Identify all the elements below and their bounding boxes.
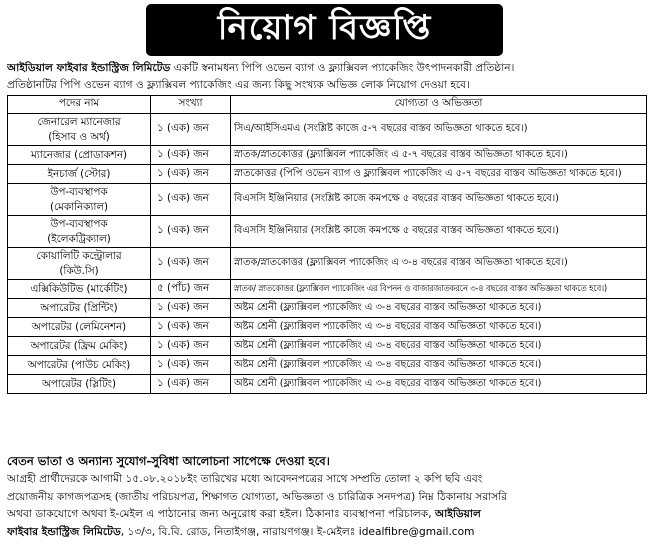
table-row <box>8 337 647 356</box>
table-row <box>8 299 647 318</box>
post-qualification: বিএসসি ইঞ্জিনিয়ার (সংশ্লিষ্ট কাজে কমপক্ষে ৫ বছরের বাস্তব অভিজ্ঞতা থাকতে হবে।) <box>231 184 647 216</box>
post-name-line: (হিসাব ও অর্থ) <box>48 130 110 143</box>
table-row <box>8 280 647 299</box>
post-name-line: কোয়ালিটি কন্ট্রোলার <box>36 249 122 262</box>
post-name-line: অপারেটর (প্রিন্টিং) <box>40 301 118 314</box>
table-row <box>8 356 647 375</box>
post-name-line: অপারেটর (লেমিনেশন) <box>31 320 127 333</box>
post-count: ১ (এক) জন <box>151 248 231 280</box>
post-count: ১ (এক) জন <box>151 299 231 318</box>
post-name-line: জেনারেল ম্যানেজার <box>37 115 121 128</box>
post-name-line: অপারেটর (ফ্রিম মেকিং) <box>30 339 128 352</box>
column-header-count: সংখ্যা <box>151 96 231 114</box>
page-title: নিয়োগ বিজ্ঞপ্তি <box>146 4 503 56</box>
table-row <box>8 184 647 216</box>
post-name-line: ম্যানেজার (প্রোডাকশন) <box>31 148 127 161</box>
post-name <box>8 165 151 184</box>
post-name-line: অপারেটর (স্লিটিং) <box>42 377 116 390</box>
post-qualification: অষ্টম শ্রেনী (ফ্ল্যাক্সিবল প্যাকেজিং এ ৩-৪ বছরের বাস্তব অভিজ্ঞতা থাকতে হবে।) <box>231 356 647 375</box>
post-name <box>8 299 151 318</box>
post-qualification: স্নাতকোত্তর (পিপি ওভেন ব্যাগ ও ফ্ল্যাক্সিবল প্যাকেজিং এ ৫-৭ বছরের বাস্তব অভিজ্ঞতা থাকতে হবে।) <box>231 165 647 184</box>
post-count: ১ (এক) জন <box>151 114 231 146</box>
post-qualification: অষ্টম শ্রেনী (ফ্ল্যাক্সিবল প্যাকেজিং এ ৩-৪ বছরের বাস্তব অভিজ্ঞতা থাকতে হবে।) <box>231 299 647 318</box>
post-name-line: (মেকানিক্যাল) <box>49 200 109 213</box>
post-name <box>8 318 151 337</box>
post-name <box>8 356 151 375</box>
intro-paragraph <box>7 60 647 94</box>
table-row <box>8 146 647 165</box>
post-count: ১ (এক) জন <box>151 216 231 248</box>
post-qualification: বিএসসি ইঞ্জিনিয়ার (সংশ্লিষ্ট কাজে কমপক্ষে ৫ বছরের বাস্তব অভিজ্ঞতা থাকতে হবে।) <box>231 216 647 248</box>
table-row <box>8 248 647 280</box>
intro-line-1-text: একটি স্বনামধন্য পিপি ওভেন ব্যাগ ও ফ্ল্যাক্সিবল প্যাকেজিং উৎপাদনকারী প্রতিষ্ঠান। <box>170 62 515 74</box>
post-name <box>8 337 151 356</box>
post-qualification: সিএ/আইসিএমএ (সংশ্লিষ্ট কাজে ৫-৭ বছরের বাস্তব অভিজ্ঞতা থাকতে হবে।) <box>231 114 647 146</box>
post-count: ১ (এক) জন <box>151 146 231 165</box>
vacancy-table <box>7 95 647 394</box>
company-name: আইডিয়াল ফাইবার ইন্ডাস্ট্রিজ লিমিটেড <box>7 62 171 74</box>
post-name <box>8 146 151 165</box>
company-name-part: আইডিয়াল <box>434 508 481 520</box>
instructions-line-3-text: অথবা ডাকযোগে অথবা ই-মেইল এ পাঠানোর জন্য অনুরোধ করা হইল। ঠিকানাঃ ব্যবস্থাপনা পরিচালক, <box>7 508 435 520</box>
post-name <box>8 248 151 280</box>
post-count: ১ (এক) জন <box>151 375 231 394</box>
post-name-line: অপারেটর (পাউচ মেকিং) <box>27 358 131 371</box>
post-count: ১ (এক) জন <box>151 184 231 216</box>
instructions-line-2: প্রয়োজনীয় কাগজপত্রসহ (জাতীয় পরিচয়পত্র, শিক্ষাগত যোগ্যতা, অভিজ্ঞতা ও চারিত্রিক সনদপত্র) নিম্ন ঠিকানায় সরাসরি <box>7 490 508 503</box>
post-qualification: অষ্টম শ্রেনী (ফ্ল্যাক্সিবল প্যাকেজিং এ ৩-৪ বছরের বাস্তব অভিজ্ঞতা থাকতে হবে।) <box>231 375 647 394</box>
post-name-line: (কিউ.সি) <box>59 264 99 277</box>
post-qualification: অষ্টম শ্রেনী (ফ্ল্যাক্সিবল প্যাকেজিং এ ৩-৪ বছরের বাস্তব অভিজ্ঞতা থাকতে হবে।) <box>231 337 647 356</box>
post-name-line: উপ-ব্যবস্থাপক <box>50 217 108 230</box>
salary-note: বেতন ভাতা ও অন্যান্য সুযোগ-সুবিধা আলোচনা সাপেক্ষে দেওয়া হবে। <box>7 454 330 468</box>
post-name <box>8 184 151 216</box>
post-qualification: স্নাতক/স্নাতকোত্তর (ফ্ল্যাক্সিবল প্যাকেজিং এ ৩-৪ বছরের বাস্তব অভিজ্ঞতা থাকতে হবে।) <box>231 248 647 280</box>
instructions-line-1: আগ্রহী প্রার্থীদেরকে আগামী ১৫.০৮.২০১৮ইং তারিখের মধ্যে আবেদনপত্রের সাথে সম্প্রতি তোলা ২ কপি ছবি এবং <box>7 473 483 485</box>
table-row <box>8 114 647 146</box>
post-count: ১ (এক) জন <box>151 165 231 184</box>
post-name <box>8 114 151 146</box>
post-name <box>8 280 151 299</box>
column-header-post: পদের নাম <box>8 96 151 114</box>
intro-line-2: প্রতিষ্ঠানটির পিপি ওভেন ব্যাগ ও ফ্ল্যাক্সিবল প্যাকেজিং এর জন্য কিছু সংখ্যক অভিজ্ঞ লোক নিয়োগ দেওয়া হবে। <box>7 79 470 91</box>
company-name-part: ফাইবার ইন্ডাস্ট্রিজ লিমিটেড <box>7 525 121 538</box>
post-name-line: উপ-ব্যবস্থাপক <box>50 185 108 198</box>
instructions-line-4 <box>7 524 647 542</box>
post-count: ৫ (পাঁচ) জন <box>151 280 231 299</box>
table-row <box>8 318 647 337</box>
post-name <box>8 375 151 394</box>
post-name-line: এক্সিকিউটিভ (মার্কেটিং) <box>30 282 128 295</box>
column-header-qualification: যোগ্যতা ও অভিজ্ঞতা <box>231 96 647 114</box>
table-header-row <box>8 96 647 114</box>
post-count: ১ (এক) জন <box>151 356 231 375</box>
intro-line-1 <box>7 60 647 77</box>
table-row <box>8 375 647 394</box>
post-qualification: অষ্টম শ্রেনী (ফ্ল্যাক্সিবল প্যাকেজিং এ ৩-৪ বছরের বাস্তব অভিজ্ঞতা থাকতে হবে।) <box>231 318 647 337</box>
post-name-line: ইনচার্জ (স্টোর) <box>47 167 111 180</box>
post-name-line: (ইলেকট্রিক্যাল) <box>47 232 111 245</box>
table-row <box>8 216 647 248</box>
address-text: , ১৩/৩, বি.বি. রোড, নিতাইগঞ্জ, নারায়ণগঞ্জ। ই-মেইলঃ <box>120 525 359 538</box>
instructions-line-3 <box>7 506 647 524</box>
post-name <box>8 216 151 248</box>
table-row <box>8 165 647 184</box>
email-address[interactable]: idealfibre@gmail.com <box>358 525 475 538</box>
post-qualification: স্নাতক/ স্নাতকোত্তর (ফ্ল্যাক্সিবল প্যাকেজিং এর বিপনন ও বাজারজাতকরনে ৩-৪ বছরের বাস্তব অভিজ্ঞতা থাকতে হবে।) <box>231 280 647 299</box>
post-count: ১ (এক) জন <box>151 337 231 356</box>
application-instructions <box>7 452 647 541</box>
post-count: ১ (এক) জন <box>151 318 231 337</box>
post-qualification: স্নাতক/স্নাতকোত্তর (ফ্ল্যাক্সিবল প্যাকেজিং এ ৫-৭ বছরের বাস্তব অভিজ্ঞতা থাকতে হবে।) <box>231 146 647 165</box>
